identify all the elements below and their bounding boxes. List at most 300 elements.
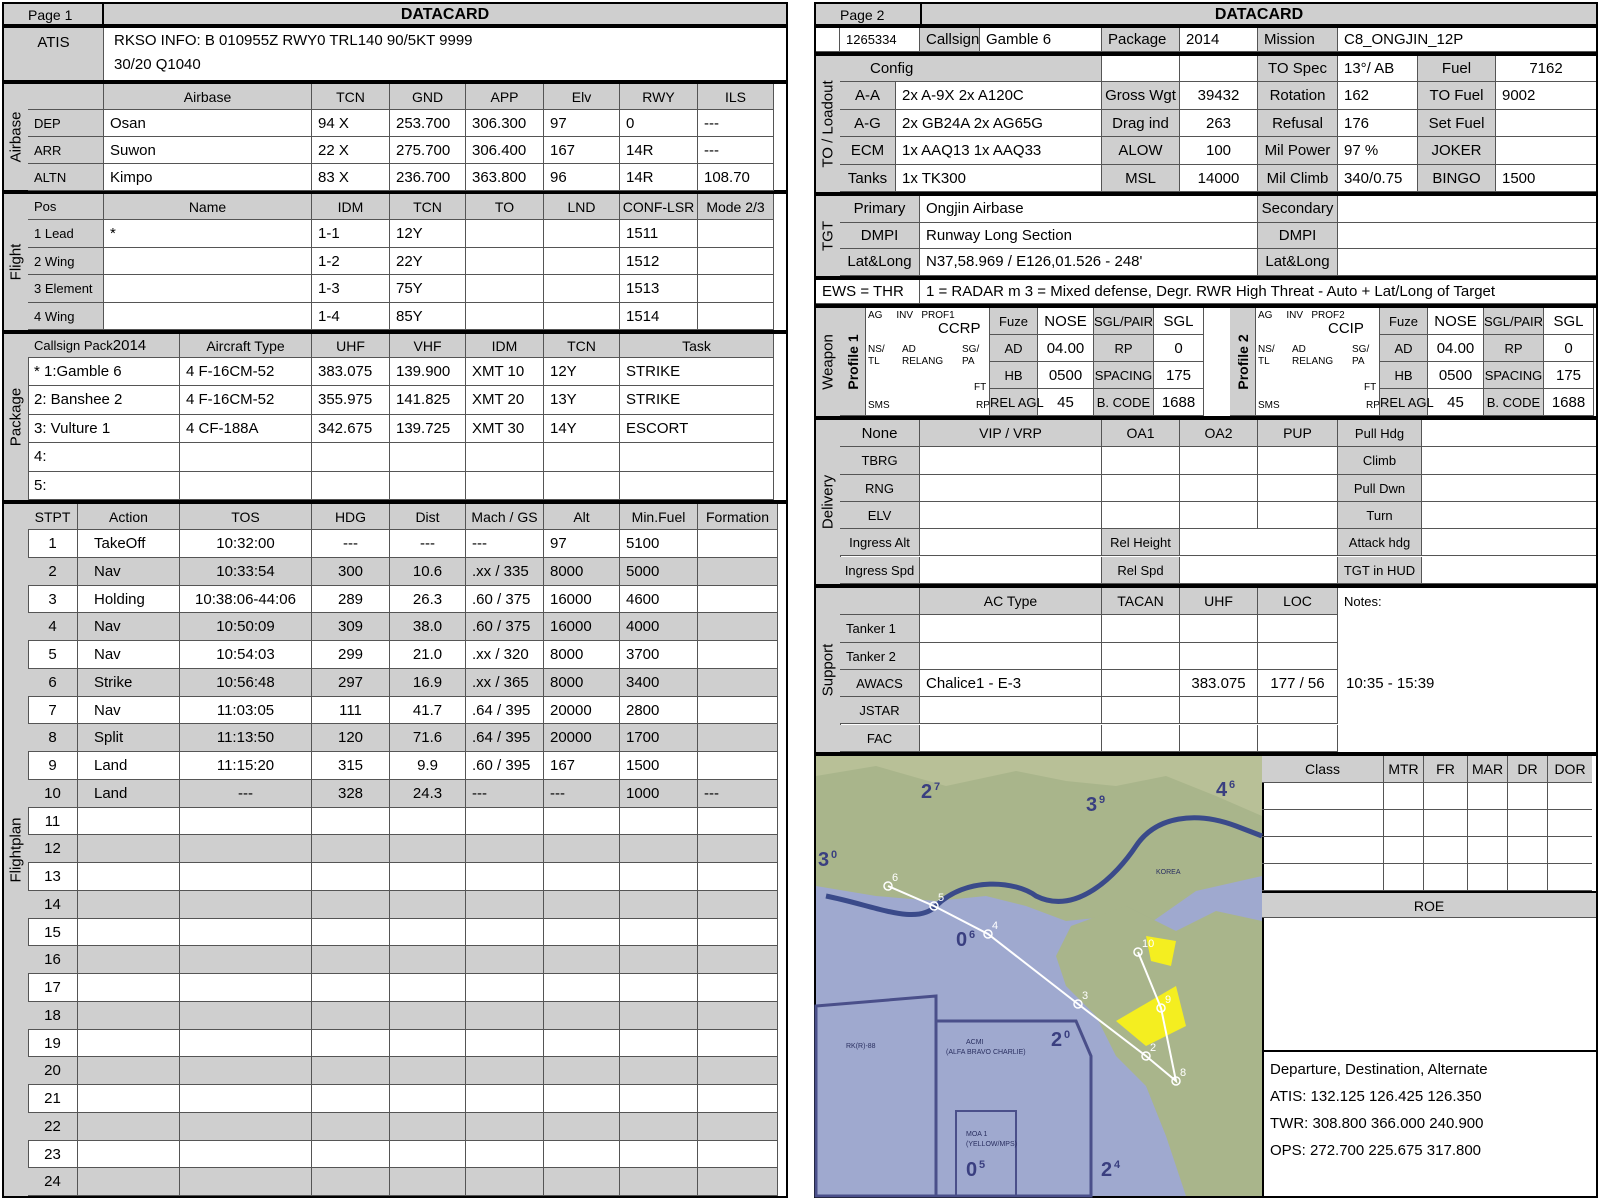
package-cell: * 1:Gamble 6 bbox=[28, 358, 180, 386]
delivery-cell bbox=[1102, 502, 1180, 529]
loadout-value: 2x A-9X 2x A120C bbox=[896, 82, 1102, 110]
flightplan-cell bbox=[312, 1113, 390, 1141]
support-cell bbox=[920, 643, 1102, 670]
flightplan-cell: 1000 bbox=[620, 780, 698, 808]
package-cell: 4 F-16CM-52 bbox=[180, 386, 312, 414]
flight-cell: 2 Wing bbox=[28, 248, 104, 276]
loadout-key: A-A bbox=[840, 82, 896, 110]
grid-altitude-sub: 0 bbox=[831, 849, 838, 861]
target-value: N37,58.969 / E126,01.526 - 248' bbox=[920, 249, 1258, 276]
flightplan-cell: --- bbox=[544, 780, 620, 808]
page-2-header bbox=[814, 2, 1598, 26]
airbase-cell: 253.700 bbox=[390, 110, 466, 137]
loadout-key: Mil Power bbox=[1258, 137, 1338, 165]
package-cell bbox=[390, 443, 466, 471]
flightplan-cell: --- bbox=[312, 530, 390, 558]
flightplan-cell bbox=[180, 808, 312, 836]
delivery-row-label: TBRG bbox=[840, 447, 920, 474]
flight-section-label: Flight bbox=[4, 194, 29, 330]
flightplan-cell bbox=[698, 1057, 778, 1085]
flightplan-cell bbox=[620, 891, 698, 919]
profile-name: Profile 1 bbox=[844, 333, 861, 390]
mfd-label: TL bbox=[1258, 356, 1270, 367]
package-cell bbox=[466, 472, 544, 500]
flightplan-cell bbox=[466, 863, 544, 891]
flightplan-cell bbox=[698, 558, 778, 586]
delivery-cell bbox=[1180, 502, 1258, 529]
weapon-param: 04.00 bbox=[1428, 335, 1484, 362]
flightplan-cell: 11:03:05 bbox=[180, 697, 312, 725]
grid-altitude-label: 0 bbox=[956, 929, 968, 951]
support-role: FAC bbox=[840, 725, 920, 752]
flightplan-cell bbox=[180, 835, 312, 863]
flightplan-header: HDG bbox=[312, 504, 390, 530]
flightplan-cell bbox=[312, 1057, 390, 1085]
weapon-param: 0 bbox=[1544, 335, 1594, 362]
flightplan-cell: 24 bbox=[28, 1168, 78, 1196]
grid-altitude-sub: 4 bbox=[1114, 1159, 1121, 1171]
flightplan-cell bbox=[180, 946, 312, 974]
delivery-row-label: ELV bbox=[840, 502, 920, 529]
flightplan-cell bbox=[620, 974, 698, 1002]
flightplan-cell: 5100 bbox=[620, 530, 698, 558]
support-cell bbox=[1180, 725, 1258, 752]
weapon-param: 0500 bbox=[1428, 362, 1484, 389]
flightplan-header: STPT bbox=[28, 504, 78, 530]
mfd-label: TL bbox=[868, 356, 880, 367]
package-cell: 4 CF-188A bbox=[180, 415, 312, 443]
weapon-param: SGL bbox=[1154, 308, 1204, 335]
flightplan-cell bbox=[466, 946, 544, 974]
flightplan-cell bbox=[620, 1168, 698, 1196]
airspace-cell bbox=[1424, 783, 1468, 810]
airspace-cell bbox=[1548, 783, 1592, 810]
loadout-key: Tanks bbox=[840, 165, 896, 193]
loadout-key: A-G bbox=[840, 110, 896, 138]
grid-altitude-label: 3 bbox=[1086, 794, 1098, 816]
flightplan-cell bbox=[698, 1085, 778, 1113]
page-number: Page 2 bbox=[816, 4, 922, 24]
delivery-cell bbox=[1180, 475, 1258, 502]
mission-header bbox=[814, 26, 1598, 54]
airspace-cell bbox=[1384, 837, 1424, 864]
airbase-cell: 97 bbox=[544, 110, 620, 137]
mfd-label: SG/ bbox=[962, 344, 980, 355]
flightplan-cell bbox=[78, 974, 180, 1002]
flightplan-cell: --- bbox=[698, 780, 778, 808]
delivery-right-label: Climb bbox=[1338, 447, 1422, 474]
pack-number: 2014 bbox=[112, 337, 147, 354]
delivery-header: OA1 bbox=[1102, 420, 1180, 447]
package-cell: STRIKE bbox=[620, 358, 774, 386]
loadout-key: ECM bbox=[840, 137, 896, 165]
delivery-row-label: Ingress Alt bbox=[840, 529, 920, 556]
support-cell: Chalice1 - E-3 bbox=[920, 670, 1102, 697]
loadout-value: 14000 bbox=[1180, 165, 1258, 193]
grid-altitude-sub: 0 bbox=[1064, 1029, 1071, 1041]
loadout-value bbox=[1496, 137, 1596, 165]
grid-altitude-label: 4 bbox=[1216, 779, 1228, 801]
flightplan-cell: TakeOff bbox=[78, 530, 180, 558]
airspace-cell bbox=[1548, 810, 1592, 837]
loadout-value: 162 bbox=[1338, 82, 1418, 110]
delivery-cell bbox=[1180, 529, 1338, 556]
flightplan-cell: 3700 bbox=[620, 641, 698, 669]
weapon-param: HB bbox=[990, 362, 1038, 389]
roe-label: ROE bbox=[1262, 891, 1596, 918]
weapon-profile-label bbox=[1230, 308, 1256, 416]
package-cell: 5: bbox=[28, 472, 180, 500]
airspace-header: DOR bbox=[1548, 756, 1592, 783]
weapon-param: SPACING bbox=[1094, 362, 1154, 389]
delivery-section bbox=[814, 418, 1598, 586]
flightplan-cell bbox=[698, 1113, 778, 1141]
flightplan-cell: .64 / 395 bbox=[466, 697, 544, 725]
weapon-profile-label bbox=[840, 308, 866, 416]
flightplan-cell bbox=[180, 891, 312, 919]
airspace-cell bbox=[1262, 837, 1384, 864]
flightplan-cell bbox=[698, 669, 778, 697]
flightplan-cell: 111 bbox=[312, 697, 390, 725]
delivery-cell bbox=[920, 475, 1102, 502]
loadout-value: 9002 bbox=[1496, 82, 1596, 110]
flightplan-cell bbox=[78, 1113, 180, 1141]
waypoint-label: 5 bbox=[938, 892, 945, 904]
atis-label: ATIS bbox=[4, 28, 104, 80]
mfd-label: CCRP bbox=[938, 320, 981, 337]
atis-line-2: 30/20 Q1040 bbox=[114, 56, 201, 73]
flightplan-header: Action bbox=[78, 504, 180, 530]
datacard-page-2 bbox=[814, 2, 1598, 1198]
flightplan-section bbox=[2, 502, 788, 1198]
delivery-cell bbox=[1422, 529, 1596, 556]
flightplan-header: Formation bbox=[698, 504, 778, 530]
airbase-cell: 96 bbox=[544, 164, 620, 191]
waypoint-label: 4 bbox=[992, 920, 999, 932]
flightplan-header: Mach / GS bbox=[466, 504, 544, 530]
airspace-cell bbox=[1262, 864, 1384, 891]
flightplan-cell bbox=[78, 863, 180, 891]
ews-label: EWS = THR bbox=[816, 280, 920, 304]
flightplan-cell bbox=[312, 946, 390, 974]
notes-area bbox=[1338, 615, 1596, 752]
route-map-image bbox=[816, 756, 1262, 1196]
flightplan-cell: Nav bbox=[78, 558, 180, 586]
weapon-param: 175 bbox=[1154, 362, 1204, 389]
flightplan-cell bbox=[312, 891, 390, 919]
airspace-cell bbox=[1424, 810, 1468, 837]
loadout-value: 2x GB24A 2x AG65G bbox=[896, 110, 1102, 138]
flightplan-cell: 10:50:09 bbox=[180, 613, 312, 641]
flightplan-cell bbox=[78, 946, 180, 974]
target-value: Ongjin Airbase bbox=[920, 196, 1258, 223]
weapon-param: SPACING bbox=[1484, 362, 1544, 389]
flightplan-cell: Nav bbox=[78, 641, 180, 669]
package-cell: 355.975 bbox=[312, 386, 390, 414]
support-cell: 383.075 bbox=[1180, 670, 1258, 697]
freq-line: ATIS: 132.125 126.425 126.350 bbox=[1270, 1088, 1482, 1105]
flightplan-cell bbox=[180, 919, 312, 947]
flightplan-cell: 16 bbox=[28, 946, 78, 974]
loadout-value: 1x AAQ13 1x AAQ33 bbox=[896, 137, 1102, 165]
package-cell bbox=[544, 443, 620, 471]
flightplan-cell bbox=[698, 919, 778, 947]
waypoint-label: 2 bbox=[1150, 1042, 1157, 1054]
loadout-key: JOKER bbox=[1418, 137, 1496, 165]
airbase-pos: DEP bbox=[28, 110, 104, 137]
airspace-cell bbox=[1508, 783, 1548, 810]
flightplan-cell bbox=[466, 1002, 544, 1030]
flightplan-cell: 16.9 bbox=[390, 669, 466, 697]
weapon-section-label: Weapon bbox=[816, 308, 841, 416]
airbase-section-label: Airbase bbox=[4, 84, 29, 190]
package-cell bbox=[544, 472, 620, 500]
target-section bbox=[814, 194, 1598, 278]
flightplan-cell bbox=[180, 974, 312, 1002]
delivery-cell bbox=[1422, 502, 1596, 529]
support-cell bbox=[920, 697, 1102, 724]
flightplan-cell bbox=[698, 697, 778, 725]
support-header: LOC bbox=[1258, 588, 1338, 615]
support-cell bbox=[1258, 725, 1338, 752]
flightplan-cell bbox=[620, 1141, 698, 1169]
flightplan-cell: 3 bbox=[28, 586, 78, 614]
mfd-label: RELANG bbox=[1292, 356, 1334, 367]
airbase-cell: 167 bbox=[544, 137, 620, 164]
delivery-cell bbox=[1102, 475, 1180, 502]
target-key: Primary bbox=[840, 196, 920, 223]
weapon-param: 175 bbox=[1544, 362, 1594, 389]
package-cell: 2: Banshee 2 bbox=[28, 386, 180, 414]
flightplan-cell bbox=[312, 1030, 390, 1058]
flightplan-cell bbox=[698, 974, 778, 1002]
airspace-header: DR bbox=[1508, 756, 1548, 783]
flight-cell bbox=[466, 248, 544, 276]
delivery-cell bbox=[920, 529, 1102, 556]
flightplan-header: TOS bbox=[180, 504, 312, 530]
flightplan-cell bbox=[390, 919, 466, 947]
flightplan-cell bbox=[390, 1030, 466, 1058]
package-cell bbox=[312, 443, 390, 471]
airspace-cell bbox=[1262, 810, 1384, 837]
delivery-right-label: Pull Dwn bbox=[1338, 475, 1422, 502]
flightplan-cell bbox=[698, 613, 778, 641]
loadout-key: BINGO bbox=[1418, 165, 1496, 193]
flightplan-cell: Split bbox=[78, 724, 180, 752]
flightplan-cell bbox=[544, 1002, 620, 1030]
support-section-label: Support bbox=[816, 588, 841, 752]
support-cell bbox=[1180, 615, 1258, 642]
delivery-header: VIP / VRP bbox=[920, 420, 1102, 447]
flightplan-cell: 11:13:50 bbox=[180, 724, 312, 752]
flightplan-cell: 10:54:03 bbox=[180, 641, 312, 669]
flight-cell bbox=[466, 275, 544, 303]
flightplan-cell: 167 bbox=[544, 752, 620, 780]
flightplan-cell bbox=[466, 1113, 544, 1141]
flight-cell: 1-2 bbox=[312, 248, 390, 276]
notes-label: Notes: bbox=[1344, 594, 1382, 609]
flightplan-cell bbox=[466, 1057, 544, 1085]
mfd-label: AG INV PROF1 bbox=[868, 310, 955, 321]
mfd-display bbox=[866, 308, 990, 416]
weapon-param: AD bbox=[1380, 335, 1428, 362]
flightplan-cell bbox=[698, 1141, 778, 1169]
target-value bbox=[1338, 196, 1596, 223]
weapon-param: Fuze bbox=[1380, 308, 1428, 335]
flightplan-cell bbox=[466, 1141, 544, 1169]
delivery-right-label: Turn bbox=[1338, 502, 1422, 529]
airbase-cell: Suwon bbox=[104, 137, 312, 164]
freq-line: OPS: 272.700 225.675 317.800 bbox=[1270, 1142, 1482, 1159]
flightplan-cell bbox=[78, 891, 180, 919]
airspace-cell bbox=[1468, 864, 1508, 891]
flightplan-header: Min.Fuel bbox=[620, 504, 698, 530]
package-cell: 141.825 bbox=[390, 386, 466, 414]
flightplan-cell bbox=[390, 835, 466, 863]
rel-spd-label: Rel Spd bbox=[1102, 557, 1180, 584]
airspace-cell bbox=[1508, 810, 1548, 837]
flight-header: CONF-LSR bbox=[620, 194, 698, 220]
flightplan-cell: 41.7 bbox=[390, 697, 466, 725]
airspace-header: MAR bbox=[1468, 756, 1508, 783]
flightplan-cell bbox=[180, 1085, 312, 1113]
flight-cell bbox=[466, 303, 544, 331]
flight-cell bbox=[698, 303, 774, 331]
flightplan-cell: 4000 bbox=[620, 613, 698, 641]
flightplan-cell: 22 bbox=[28, 1113, 78, 1141]
flightplan-cell bbox=[312, 1141, 390, 1169]
flightplan-cell: 4 bbox=[28, 613, 78, 641]
target-key: Lat&Long bbox=[1258, 249, 1338, 276]
loadout-key: Mil Climb bbox=[1258, 165, 1338, 193]
flightplan-cell: 10 bbox=[28, 780, 78, 808]
package-cell: XMT 30 bbox=[466, 415, 544, 443]
flightplan-cell: 20000 bbox=[544, 697, 620, 725]
flightplan-cell bbox=[312, 1085, 390, 1113]
package-cell bbox=[390, 472, 466, 500]
loadout-key: Set Fuel bbox=[1418, 110, 1496, 138]
flightplan-cell: 10:32:00 bbox=[180, 530, 312, 558]
flight-cell: 1513 bbox=[620, 275, 698, 303]
blank bbox=[1180, 56, 1258, 82]
mfd-label: SG/ bbox=[1352, 344, 1370, 355]
flight-cell bbox=[698, 220, 774, 248]
fuel-label: Fuel bbox=[1418, 56, 1496, 82]
flightplan-cell: 9 bbox=[28, 752, 78, 780]
flightplan-cell bbox=[78, 1057, 180, 1085]
support-role: Tanker 1 bbox=[840, 615, 920, 642]
flightplan-cell bbox=[180, 1030, 312, 1058]
mfd-label: AD bbox=[902, 344, 916, 355]
map-annotation: RK(R)-88 bbox=[846, 1043, 876, 1050]
flightplan-cell: 297 bbox=[312, 669, 390, 697]
flightplan-cell: 14 bbox=[28, 891, 78, 919]
flightplan-header: Alt bbox=[544, 504, 620, 530]
flightplan-cell: 2 bbox=[28, 558, 78, 586]
flightplan-cell bbox=[620, 1057, 698, 1085]
package-cell: 3: Vulture 1 bbox=[28, 415, 180, 443]
airbase-header: APP bbox=[466, 84, 544, 110]
waypoint-label: 10 bbox=[1142, 938, 1155, 950]
support-cell bbox=[1102, 615, 1180, 642]
package-cell bbox=[180, 472, 312, 500]
support-role: Tanker 2 bbox=[840, 643, 920, 670]
package-header: IDM bbox=[466, 334, 544, 358]
support-cell bbox=[1102, 670, 1180, 697]
map-section bbox=[814, 754, 1598, 1198]
airspace-cell bbox=[1548, 864, 1592, 891]
package-header: Task bbox=[620, 334, 774, 358]
flightplan-cell bbox=[390, 1141, 466, 1169]
page-title: DATACARD bbox=[1214, 6, 1304, 23]
flightplan-cell: 21.0 bbox=[390, 641, 466, 669]
weapon-param: HB bbox=[1380, 362, 1428, 389]
flightplan-cell: 1700 bbox=[620, 724, 698, 752]
atis-section bbox=[2, 26, 788, 82]
flightplan-cell bbox=[698, 808, 778, 836]
flightplan-cell bbox=[390, 1113, 466, 1141]
waypoint-label: 8 bbox=[1180, 1067, 1187, 1079]
flight-cell bbox=[104, 303, 312, 331]
flightplan-cell: Strike bbox=[78, 669, 180, 697]
delivery-cell bbox=[920, 557, 1102, 584]
loadout-value: 1x TK300 bbox=[896, 165, 1102, 193]
airbase-header: Airbase bbox=[104, 84, 312, 110]
package-cell: ESCORT bbox=[620, 415, 774, 443]
weapon-param: 0500 bbox=[1038, 362, 1094, 389]
airbase-cell: --- bbox=[698, 137, 774, 164]
ews-value: 1 = RADAR m 3 = Mixed defense, Degr. RWR High Threat - Auto + Lat/Long of Target bbox=[920, 280, 1596, 304]
flightplan-cell bbox=[390, 863, 466, 891]
airbase-cell: 306.400 bbox=[466, 137, 544, 164]
flightplan-cell bbox=[312, 835, 390, 863]
flightplan-cell bbox=[78, 1030, 180, 1058]
flight-cell: 1-3 bbox=[312, 275, 390, 303]
airbase-cell: Osan bbox=[104, 110, 312, 137]
flightplan-cell bbox=[544, 1030, 620, 1058]
delivery-row-label: None bbox=[840, 420, 920, 447]
package-cell bbox=[620, 472, 774, 500]
delivery-cell bbox=[1180, 447, 1258, 474]
flightplan-cell bbox=[312, 1168, 390, 1196]
flightplan-cell bbox=[180, 863, 312, 891]
target-key: DMPI bbox=[1258, 223, 1338, 250]
airbase-cell: 108.70 bbox=[698, 164, 774, 191]
flightplan-cell bbox=[78, 1002, 180, 1030]
flightplan-cell: 11:15:20 bbox=[180, 752, 312, 780]
package-cell: 4 F-16CM-52 bbox=[180, 358, 312, 386]
flight-cell: 1512 bbox=[620, 248, 698, 276]
flightplan-cell bbox=[180, 1057, 312, 1085]
flightplan-cell: 17 bbox=[28, 974, 78, 1002]
airbase-header: RWY bbox=[620, 84, 698, 110]
support-cell bbox=[1258, 615, 1338, 642]
flightplan-cell bbox=[78, 1141, 180, 1169]
weapon-param: 1688 bbox=[1544, 389, 1594, 416]
flightplan-cell: 19 bbox=[28, 1030, 78, 1058]
airspace-cell bbox=[1424, 864, 1468, 891]
flightplan-cell: 38.0 bbox=[390, 613, 466, 641]
flightplan-cell: 8000 bbox=[544, 558, 620, 586]
weapon-param: REL AGL bbox=[990, 389, 1038, 416]
mfd-label: RP bbox=[976, 400, 990, 411]
loadout-value: 1500 bbox=[1496, 165, 1596, 193]
mfd-label: SMS bbox=[868, 400, 890, 411]
flightplan-cell: 71.6 bbox=[390, 724, 466, 752]
flightplan-cell bbox=[466, 1085, 544, 1113]
flightplan-cell bbox=[698, 946, 778, 974]
map-annotation: ACMI bbox=[966, 1039, 984, 1046]
